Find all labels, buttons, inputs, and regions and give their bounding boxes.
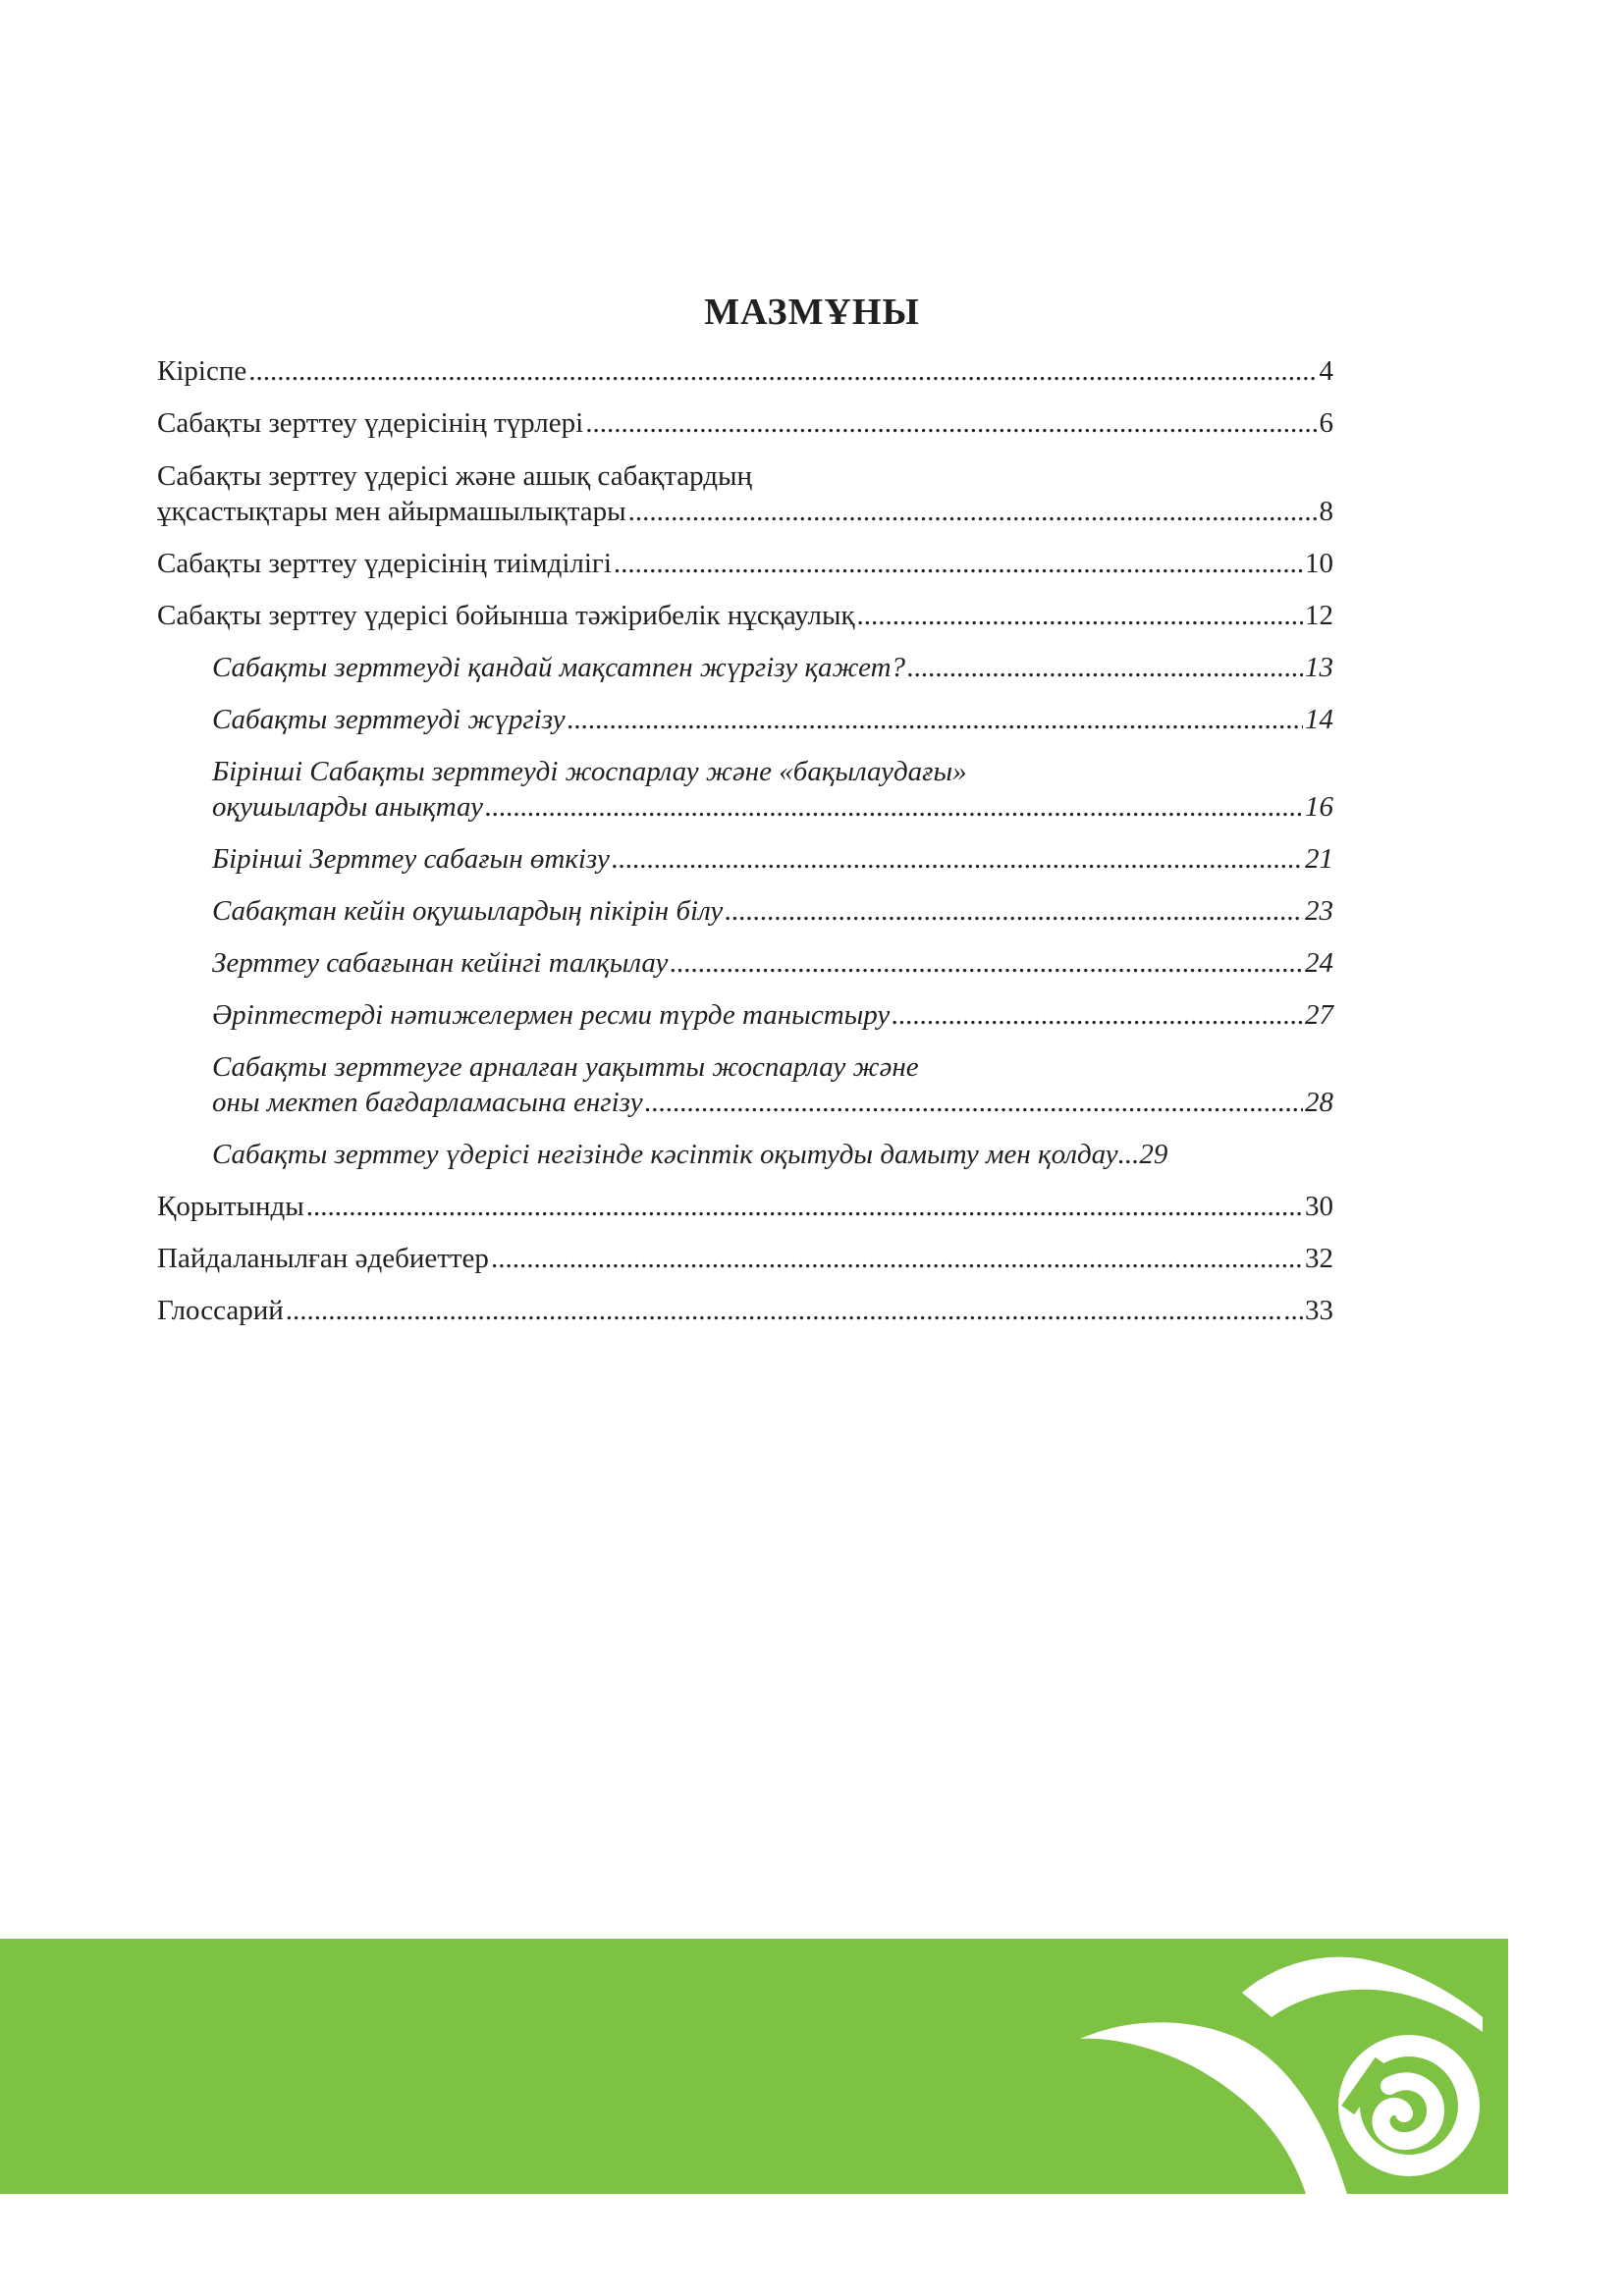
toc-subentry-discussion[interactable] <box>212 945 1333 981</box>
toc-entry-label: Сабақты зерттеу үдерісінің тиімділігі <box>157 548 612 579</box>
toc-page-number: 23 <box>1305 895 1333 927</box>
dot-leader <box>306 1189 1303 1224</box>
toc-subentry-first-lesson[interactable] <box>212 841 1333 877</box>
toc-entry-label: Қорытынды <box>157 1191 304 1222</box>
toc-entry-label: Сабақты зерттеуді жүргізу <box>212 704 566 735</box>
toc-subentry-student-feedback[interactable] <box>212 893 1333 929</box>
toc-page-number: 27 <box>1305 999 1333 1031</box>
toc-subentry-presentation[interactable] <box>212 997 1333 1033</box>
toc-entry-first-line: Сабақты зерттеуге арналған уақытты жоспарлау және <box>212 1051 919 1083</box>
toc-page-number: 12 <box>1305 600 1333 631</box>
dot-leader <box>670 945 1303 981</box>
toc-subentry-time-planning[interactable] <box>212 1049 1333 1120</box>
toc-entry-label: оқушыларды анықтау <box>212 791 484 823</box>
dot-leader <box>286 1293 1281 1328</box>
toc-page-number: 14 <box>1305 704 1333 735</box>
toc-subentry-planning[interactable] <box>212 754 1333 825</box>
toc-entry-conclusion[interactable] <box>157 1189 1333 1224</box>
toc-entry-label: оны мектеп бағдарламасына енгізу <box>212 1087 643 1118</box>
toc-entry-label: Бірінші Зерттеу сабағын өткізу <box>212 843 610 875</box>
dot-leader <box>612 841 1303 877</box>
toc-page-number: ...33 <box>1283 1295 1333 1326</box>
toc-entry-guide[interactable] <box>157 598 1333 633</box>
toc-page-number: 10 <box>1305 548 1333 579</box>
dot-leader <box>491 1241 1303 1276</box>
toc-entry-similarities[interactable] <box>157 458 1333 529</box>
dot-leader <box>485 789 1303 825</box>
toc-page-number: 28 <box>1305 1087 1333 1118</box>
toc-subentry-conducting[interactable] <box>212 702 1333 737</box>
dot-leader <box>892 997 1303 1033</box>
toc-entry-effectiveness[interactable] <box>157 546 1333 581</box>
dot-leader <box>907 650 1303 685</box>
toc-entry-glossary[interactable] <box>157 1293 1333 1328</box>
dot-leader <box>645 1085 1303 1120</box>
toc-page-number: 21 <box>1305 843 1333 875</box>
dot-leader <box>248 353 1317 389</box>
toc-page-number: 30 <box>1305 1191 1333 1222</box>
toc-title: МАЗМҰНЫ <box>704 292 920 333</box>
dot-leader <box>628 494 1318 529</box>
toc-page-number: ...29 <box>1117 1139 1168 1170</box>
dot-leader <box>857 598 1303 633</box>
toc-entry-label: Кіріспе <box>157 355 247 387</box>
toc-page-number: 6 <box>1319 407 1333 439</box>
toc-entry-label: Сабақты зерттеу үдерісінің түрлері <box>157 407 584 439</box>
toc-entry-first-line: Сабақты зерттеу үдерісі және ашық сабақтардың <box>157 460 753 492</box>
toc-entry-first-line: Бірінші Сабақты зерттеуді жоспарлау және «бақылаудағы» <box>212 756 967 787</box>
toc-subentry-professional-development[interactable] <box>212 1137 1333 1172</box>
toc-entry-references[interactable] <box>157 1241 1333 1276</box>
dot-leader <box>614 546 1303 581</box>
toc-entry-introduction[interactable] <box>157 353 1333 389</box>
toc-entry-label: Сабақты зерттеу үдерісі бойынша тәжірибелік нұсқаулық <box>157 600 855 631</box>
dot-leader <box>725 893 1303 929</box>
footer-ornament-band <box>0 1939 1508 2194</box>
toc-page-number: 4 <box>1319 355 1333 387</box>
toc-entry-label: Глоссарий <box>157 1295 284 1326</box>
dot-leader <box>585 405 1317 441</box>
toc-entry-label: ұқсастықтары мен айырмашылықтары <box>157 496 626 527</box>
toc-entry-label: Сабақты зерттеуді қандай мақсатпен жүргізу қажет? <box>212 652 906 683</box>
toc-page-number: 13 <box>1305 652 1333 683</box>
toc-subentry-purpose[interactable] <box>212 650 1333 685</box>
toc-page-number: 8 <box>1319 496 1333 527</box>
toc-page-number: 24 <box>1305 947 1333 979</box>
toc-entry-types[interactable] <box>157 405 1333 441</box>
dot-leader <box>568 702 1303 737</box>
toc-page-number: 32 <box>1305 1243 1333 1274</box>
toc-entry-label: Әріптестерді нәтижелермен ресми түрде таныстыру <box>212 999 891 1031</box>
toc-entry-label: Зерттеу сабағынан кейінгі талқылау <box>212 947 669 979</box>
toc-entry-label: Сабақты зерттеу үдерісі негізінде кәсіптік оқытуды дамыту мен қолдау <box>212 1139 1118 1170</box>
toc-page-number: 16 <box>1305 791 1333 823</box>
toc-entry-label: Сабақтан кейін оқушылардың пікірін білу <box>212 895 724 927</box>
toc-entry-label: Пайдаланылған әдебиеттер <box>157 1243 489 1274</box>
